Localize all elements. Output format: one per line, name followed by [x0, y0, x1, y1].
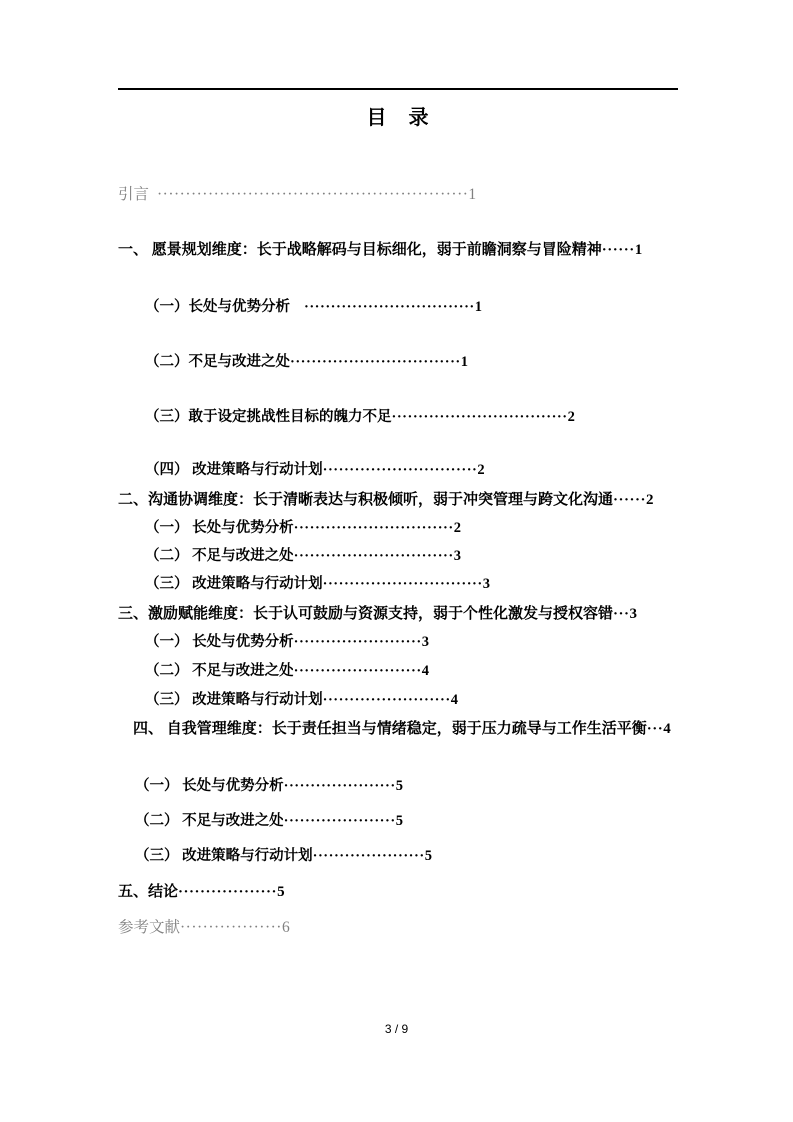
toc-entry[interactable]	[145, 662, 675, 682]
toc-entry-page-number: 3	[629, 606, 638, 622]
toc-entry-label: （二） 不足与改进之处	[145, 663, 294, 679]
toc-entry-label: 四、 自我管理维度：长于责任担当与情绪稳定，弱于压力疏导与工作生活平衡	[118, 721, 647, 737]
header-rule	[118, 88, 678, 90]
toc-entry-leader: ···	[646, 721, 664, 737]
toc-entry[interactable]	[145, 633, 675, 653]
toc-entry-label: （四） 改进策略与行动计划	[145, 462, 323, 478]
toc-entry-leader: ··················	[180, 919, 282, 936]
toc-entry-label: （一） 长处与优势分析	[135, 778, 284, 794]
toc-entry-leader: ························	[293, 663, 422, 679]
toc-entry[interactable]	[145, 408, 675, 428]
toc-entry-leader: ······························	[293, 520, 454, 536]
toc-entry[interactable]	[145, 691, 675, 711]
toc-entry[interactable]	[135, 812, 675, 832]
toc-entry-page-number: 1	[474, 299, 482, 315]
toc-entry-label: （二）不足与改进之处	[145, 354, 290, 370]
toc-entry[interactable]	[118, 918, 678, 939]
toc-entry-page-number: 4	[421, 663, 429, 679]
toc-entry-page-number: 4	[663, 721, 671, 737]
toc-entry-label: 二、沟通协调维度：长于清晰表达与积极倾听，弱于冲突管理与跨文化沟通	[118, 492, 614, 508]
toc-entry-page-number: 1	[460, 354, 468, 370]
toc-entry-page-number: 5	[424, 848, 432, 864]
toc-entry-label: （三）敢于设定挑战性目标的魄力不足	[145, 409, 392, 425]
page-title: 目 录	[366, 107, 430, 129]
toc-entry-label: 三、激励赋能维度：长于认可鼓励与资源支持，弱于个性化激发与授权容错	[118, 606, 614, 622]
toc-entry[interactable]	[118, 882, 678, 902]
toc-entry-leader: ···	[613, 606, 630, 622]
toc-entry-label: 五、结论	[118, 884, 179, 900]
toc-entry-leader: ······	[613, 492, 647, 508]
toc-entry-page-number: 2	[477, 462, 485, 478]
toc-entry-label: （一） 长处与优势分析	[145, 520, 294, 536]
toc-entry[interactable]	[118, 490, 678, 510]
toc-entry[interactable]	[118, 719, 678, 739]
toc-entry-leader: ························	[293, 634, 422, 650]
toc-entry-page-number: 3	[482, 576, 490, 592]
toc-entry-leader: ································	[290, 354, 461, 370]
toc-entry-label: （三） 改进策略与行动计划	[145, 692, 323, 708]
toc-entry[interactable]	[145, 519, 675, 539]
toc-entry-page-number: 5	[395, 778, 403, 794]
toc-entry-leader: ······························	[322, 576, 483, 592]
toc-entry-page-number: 3	[421, 634, 429, 650]
toc-entry-label: （三） 改进策略与行动计划	[135, 848, 313, 864]
toc-entry-page-number: 2	[646, 492, 654, 508]
toc-entry-page-number: 1	[468, 186, 477, 203]
toc-entry-page-number: 5	[277, 884, 285, 900]
toc-entry[interactable]	[118, 240, 678, 260]
toc-entry-leader: ································	[304, 299, 475, 315]
toc-entry-label: （二） 不足与改进之处	[135, 813, 284, 829]
toc-entry[interactable]	[145, 547, 675, 567]
toc-entry-leader: ························	[322, 692, 451, 708]
toc-entry[interactable]	[145, 461, 675, 481]
toc-entry-leader: ··················	[178, 884, 278, 900]
toc-entry-label: （一）长处与优势分析	[145, 299, 290, 315]
toc-entry-leader: ·····························	[322, 462, 478, 478]
toc-entry[interactable]	[145, 353, 675, 373]
toc-entry-label: （三） 改进策略与行动计划	[145, 576, 323, 592]
toc-entry-label: 一、 愿景规划维度：长于战略解码与目标细化，弱于前瞻洞察与冒险精神	[118, 242, 602, 258]
toc-entry-label: 参考文献	[118, 919, 181, 936]
toc-entry[interactable]	[118, 185, 678, 206]
toc-entry-leader: ·····················	[283, 778, 396, 794]
toc-entry-label: （一） 长处与优势分析	[145, 634, 294, 650]
toc-entry-page-number: 3	[453, 548, 461, 564]
toc-entry-page-number: 4	[450, 692, 458, 708]
toc-entry-leader: ······························	[293, 548, 454, 564]
page-footer: 3 / 9	[384, 1022, 409, 1036]
toc-entry[interactable]	[118, 604, 678, 624]
toc-entry-leader: ······	[601, 242, 635, 258]
toc-entry-page-number: 6	[281, 919, 290, 936]
toc-entry-leader: ·····················	[312, 848, 425, 864]
toc-entry[interactable]	[145, 298, 675, 318]
toc-entry-page-number: 2	[567, 409, 575, 425]
toc-entry[interactable]	[135, 847, 675, 867]
toc-entry-leader: ·····················	[283, 813, 396, 829]
toc-entry-label: （二） 不足与改进之处	[145, 548, 294, 564]
toc-entry-label: 引言	[118, 186, 150, 203]
toc-entry-leader: ·······················································	[157, 186, 469, 203]
toc-entry[interactable]	[135, 777, 675, 797]
toc-entry-leader: ·································	[391, 409, 568, 425]
toc-entry-page-number: 2	[453, 520, 461, 536]
toc-entry-page-number: 1	[634, 242, 643, 258]
toc-entry[interactable]	[145, 575, 675, 595]
toc-entry-page-number: 5	[395, 813, 403, 829]
